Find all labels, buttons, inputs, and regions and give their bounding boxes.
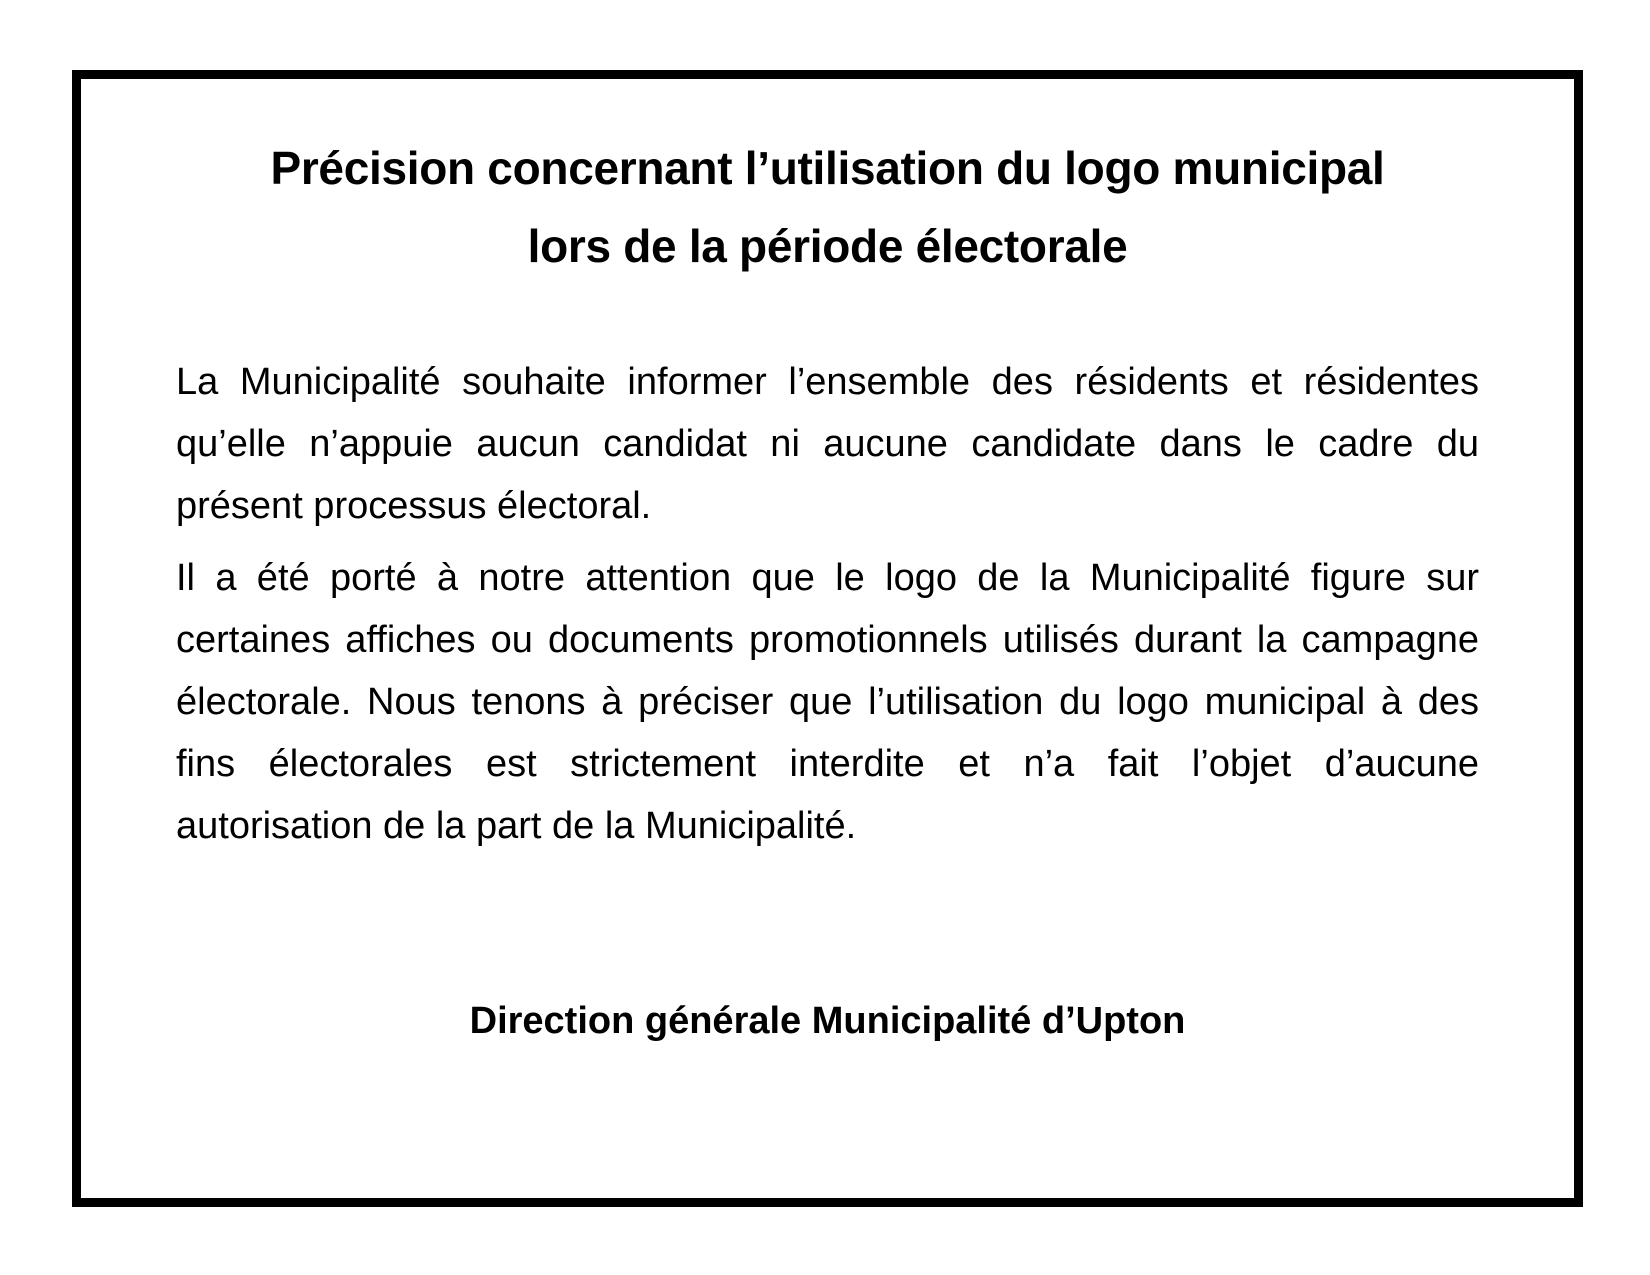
notice-paragraph-1: La Municipalité souhaite informer l’ensemble des résidents et résidentes qu’elle n’appuie aucun candidat ni aucune candidate dans le cadre du présent processus électoral.: [176, 361, 1479, 527]
notice-title: [201, 129, 1454, 285]
notice-title-line-1: Précision concernant l’utilisation du logo municipal: [270, 142, 1385, 194]
notice-body: [176, 351, 1479, 867]
notice-signature: Direction générale Municipalité d’Upton: [469, 1000, 1186, 1042]
notice-title-line-2: lors de la période électorale: [527, 220, 1128, 272]
notice-frame: [72, 70, 1583, 1207]
notice-paragraph-2: Il a été porté à notre attention que le logo de la Municipalité figure sur certaines affiches ou documents promotionnels utilisés durant la campagne électorale. Nous tenons à préciser que l’utilisation du logo municipal à des fins électorales est strictement interdite et n’a fait l’objet d’aucune autorisation de la part de la Municipalité.: [176, 557, 1479, 847]
